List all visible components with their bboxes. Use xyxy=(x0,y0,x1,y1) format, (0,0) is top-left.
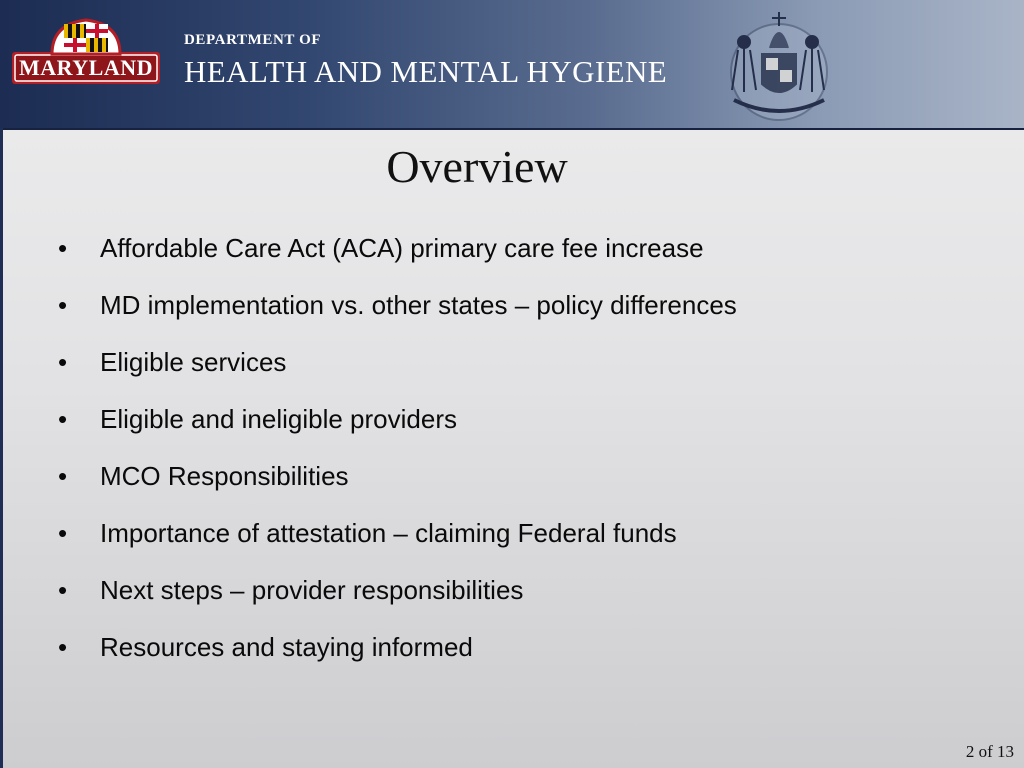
bullet-text: Affordable Care Act (ACA) primary care fee increase xyxy=(100,233,704,263)
department-label: DEPARTMENT OF xyxy=(184,32,322,48)
bullet-icon: • xyxy=(58,461,68,491)
bullet-text: Importance of attestation – claiming Federal funds xyxy=(100,518,677,548)
state-seal-icon xyxy=(704,2,854,126)
bullet-text: MCO Responsibilities xyxy=(100,461,349,491)
header-banner xyxy=(0,0,1024,130)
bullet-text: Next steps – provider responsibilities xyxy=(100,575,524,605)
department-name: HEALTH AND MENTAL HYGIENE xyxy=(184,54,668,89)
bullet-icon: • xyxy=(58,575,68,605)
slide-title: Overview xyxy=(386,141,568,192)
bullet-icon: • xyxy=(58,290,68,320)
bullet-text: Resources and staying informed xyxy=(100,632,473,662)
bullet-icon: • xyxy=(58,404,68,434)
bullet-text: Eligible services xyxy=(100,347,287,377)
bullet-icon: • xyxy=(58,347,68,377)
bullet-text: Eligible and ineligible providers xyxy=(100,404,457,434)
page-number: 2 of 13 xyxy=(965,742,1014,761)
bullet-text: MD implementation vs. other states – policy differences xyxy=(100,290,737,320)
bullet-icon: • xyxy=(58,632,68,662)
maryland-logo-text: MARYLAND xyxy=(19,55,153,80)
bullet-icon: • xyxy=(58,233,68,263)
bullet-icon: • xyxy=(58,518,68,548)
